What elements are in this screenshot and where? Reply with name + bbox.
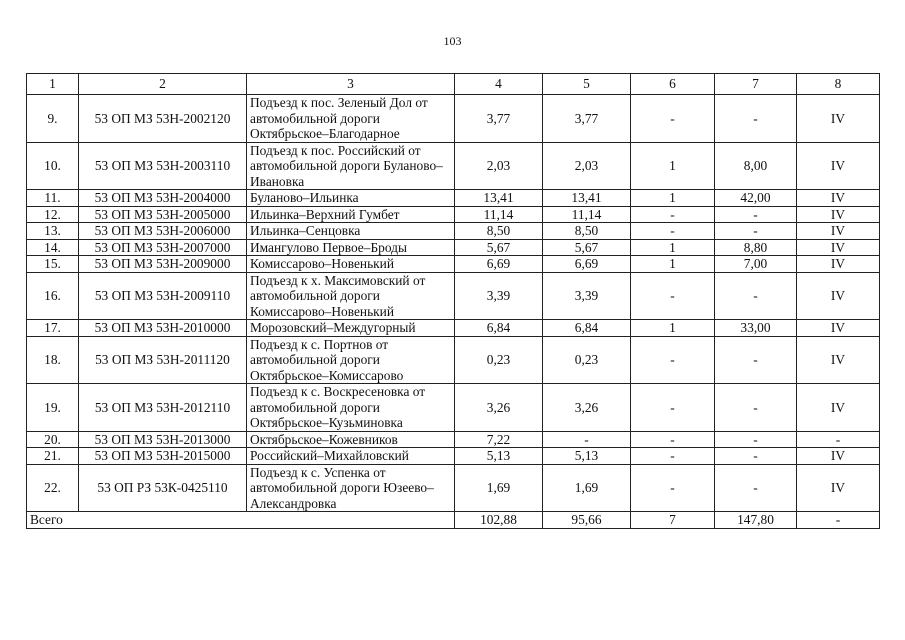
road-code: 53 ОП РЗ 53К-0425110 <box>79 464 247 512</box>
bridge-count: - <box>631 384 715 432</box>
row-number: 10. <box>27 142 79 190</box>
row-number: 18. <box>27 336 79 384</box>
bridge-length: 8,00 <box>715 142 797 190</box>
table-row <box>27 256 880 273</box>
length-total: 3,77 <box>455 95 543 143</box>
bridge-length: - <box>715 448 797 465</box>
bridge-length: - <box>715 336 797 384</box>
length-paved: 3,77 <box>543 95 631 143</box>
bridge-count: - <box>631 336 715 384</box>
road-category: IV <box>797 464 880 512</box>
table-row <box>27 464 880 512</box>
road-category: IV <box>797 95 880 143</box>
length-total: 1,69 <box>455 464 543 512</box>
length-paved: 6,84 <box>543 320 631 337</box>
length-paved: 0,23 <box>543 336 631 384</box>
table-row <box>27 142 880 190</box>
row-number: 20. <box>27 431 79 448</box>
road-category: IV <box>797 206 880 223</box>
bridge-length: - <box>715 272 797 320</box>
column-header: 6 <box>631 74 715 95</box>
length-total: 3,39 <box>455 272 543 320</box>
length-total: 3,26 <box>455 384 543 432</box>
road-name: Имангулово Первое–Броды <box>247 239 455 256</box>
road-category: IV <box>797 256 880 273</box>
road-code: 53 ОП МЗ 53Н-2002120 <box>79 95 247 143</box>
row-number: 14. <box>27 239 79 256</box>
road-category: IV <box>797 320 880 337</box>
length-total: 2,03 <box>455 142 543 190</box>
table-row <box>27 384 880 432</box>
total-cell: 147,80 <box>715 512 797 529</box>
column-header: 2 <box>79 74 247 95</box>
length-paved: 5,13 <box>543 448 631 465</box>
road-code: 53 ОП МЗ 53Н-2004000 <box>79 190 247 207</box>
road-code: 53 ОП МЗ 53Н-2011120 <box>79 336 247 384</box>
table-row <box>27 320 880 337</box>
road-name: Подъезд к х. Максимовский от автомобильной дороги Комиссарово–Новенький <box>247 272 455 320</box>
length-paved: - <box>543 431 631 448</box>
bridge-length: - <box>715 431 797 448</box>
table-row <box>27 239 880 256</box>
bridge-length: - <box>715 464 797 512</box>
bridge-length: - <box>715 223 797 240</box>
length-paved: 6,69 <box>543 256 631 273</box>
road-category: IV <box>797 448 880 465</box>
roads-table <box>26 73 880 529</box>
length-paved: 8,50 <box>543 223 631 240</box>
table-header-row <box>27 74 880 95</box>
length-total: 6,84 <box>455 320 543 337</box>
table-row <box>27 190 880 207</box>
road-category: - <box>797 431 880 448</box>
column-header: 1 <box>27 74 79 95</box>
length-total: 5,67 <box>455 239 543 256</box>
road-code: 53 ОП МЗ 53Н-2003110 <box>79 142 247 190</box>
road-category: IV <box>797 272 880 320</box>
row-number: 9. <box>27 95 79 143</box>
page-number: 103 <box>443 34 462 48</box>
road-name: Подъезд к с. Портнов от автомобильной дороги Октябрьское–Комиссарово <box>247 336 455 384</box>
road-code: 53 ОП МЗ 53Н-2007000 <box>79 239 247 256</box>
column-header: 7 <box>715 74 797 95</box>
bridge-count: - <box>631 206 715 223</box>
road-name: Ильинка–Сенцовка <box>247 223 455 240</box>
bridge-length: 33,00 <box>715 320 797 337</box>
bridge-count: - <box>631 464 715 512</box>
road-category: IV <box>797 239 880 256</box>
length-paved: 3,39 <box>543 272 631 320</box>
bridge-length: - <box>715 206 797 223</box>
road-category: IV <box>797 142 880 190</box>
bridge-count: 1 <box>631 320 715 337</box>
road-name: Подъезд к с. Успенка от автомобильной дороги Юзеево–Александровка <box>247 464 455 512</box>
bridge-count: 1 <box>631 239 715 256</box>
road-name: Октябрьское–Кожевников <box>247 431 455 448</box>
bridge-length: 8,80 <box>715 239 797 256</box>
road-code: 53 ОП МЗ 53Н-2006000 <box>79 223 247 240</box>
column-header: 3 <box>247 74 455 95</box>
row-number: 22. <box>27 464 79 512</box>
bridge-length: - <box>715 95 797 143</box>
total-label: Всего <box>27 512 455 529</box>
length-total: 8,50 <box>455 223 543 240</box>
length-paved: 11,14 <box>543 206 631 223</box>
row-number: 19. <box>27 384 79 432</box>
road-code: 53 ОП МЗ 53Н-2012110 <box>79 384 247 432</box>
table-row <box>27 336 880 384</box>
road-category: IV <box>797 384 880 432</box>
row-number: 17. <box>27 320 79 337</box>
bridge-count: 1 <box>631 256 715 273</box>
table-row <box>27 95 880 143</box>
length-paved: 2,03 <box>543 142 631 190</box>
total-cell: 7 <box>631 512 715 529</box>
row-number: 13. <box>27 223 79 240</box>
road-name: Подъезд к пос. Зеленый Дол от автомобильной дороги Октябрьское–Благодарное <box>247 95 455 143</box>
bridge-count: 1 <box>631 190 715 207</box>
bridge-count: - <box>631 95 715 143</box>
bridge-count: - <box>631 272 715 320</box>
table-row <box>27 272 880 320</box>
road-name: Морозовский–Междугорный <box>247 320 455 337</box>
column-header: 4 <box>455 74 543 95</box>
road-name: Ильинка–Верхний Гумбет <box>247 206 455 223</box>
column-header: 5 <box>543 74 631 95</box>
road-code: 53 ОП МЗ 53Н-2009000 <box>79 256 247 273</box>
table-row <box>27 431 880 448</box>
column-header: 8 <box>797 74 880 95</box>
total-row <box>27 512 880 529</box>
road-name: Комиссарово–Новенький <box>247 256 455 273</box>
bridge-count: 1 <box>631 142 715 190</box>
length-total: 13,41 <box>455 190 543 207</box>
length-paved: 1,69 <box>543 464 631 512</box>
length-total: 6,69 <box>455 256 543 273</box>
road-name: Буланово–Ильинка <box>247 190 455 207</box>
table-body <box>27 95 880 512</box>
bridge-count: - <box>631 431 715 448</box>
row-number: 21. <box>27 448 79 465</box>
row-number: 16. <box>27 272 79 320</box>
length-total: 0,23 <box>455 336 543 384</box>
length-total: 7,22 <box>455 431 543 448</box>
total-cell: 95,66 <box>543 512 631 529</box>
row-number: 12. <box>27 206 79 223</box>
bridge-count: - <box>631 448 715 465</box>
length-paved: 5,67 <box>543 239 631 256</box>
road-code: 53 ОП МЗ 53Н-2009110 <box>79 272 247 320</box>
road-name: Подъезд к пос. Российский от автомобильной дороги Буланово–Ивановка <box>247 142 455 190</box>
bridge-length: 42,00 <box>715 190 797 207</box>
row-number: 15. <box>27 256 79 273</box>
length-total: 11,14 <box>455 206 543 223</box>
road-category: IV <box>797 223 880 240</box>
road-code: 53 ОП МЗ 53Н-2005000 <box>79 206 247 223</box>
length-paved: 13,41 <box>543 190 631 207</box>
length-total: 5,13 <box>455 448 543 465</box>
road-code: 53 ОП МЗ 53Н-2013000 <box>79 431 247 448</box>
table-row <box>27 448 880 465</box>
table-row <box>27 223 880 240</box>
road-code: 53 ОП МЗ 53Н-2015000 <box>79 448 247 465</box>
total-cell: 102,88 <box>455 512 543 529</box>
bridge-length: 7,00 <box>715 256 797 273</box>
bridge-count: - <box>631 223 715 240</box>
road-name: Российский–Михайловский <box>247 448 455 465</box>
table-row <box>27 206 880 223</box>
row-number: 11. <box>27 190 79 207</box>
total-cell: - <box>797 512 880 529</box>
road-category: IV <box>797 190 880 207</box>
road-name: Подъезд к с. Воскресеновка от автомобильной дороги Октябрьское–Кузьминовка <box>247 384 455 432</box>
road-category: IV <box>797 336 880 384</box>
road-code: 53 ОП МЗ 53Н-2010000 <box>79 320 247 337</box>
bridge-length: - <box>715 384 797 432</box>
length-paved: 3,26 <box>543 384 631 432</box>
